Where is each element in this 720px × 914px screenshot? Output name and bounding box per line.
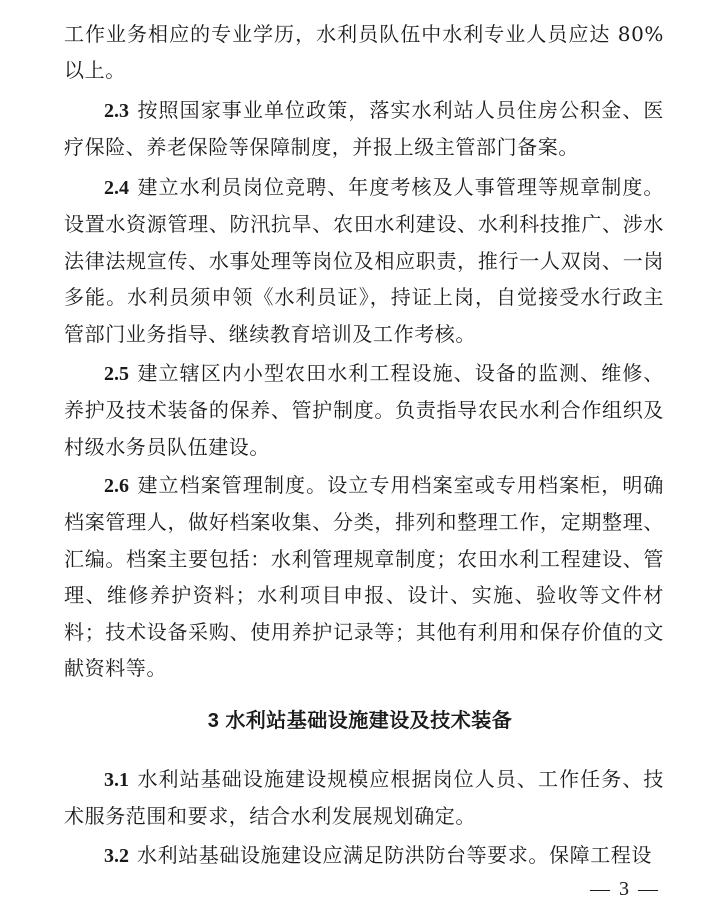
section-heading bbox=[0, 702, 720, 739]
page-number: — 3 — bbox=[590, 878, 660, 900]
paragraph-2-3 bbox=[64, 92, 664, 166]
paragraph-text: 按照国家事业单位政策，落实水利站人员住房公积金、医疗保险、养老保险等保障制度，并报上级主管部门备案。 bbox=[64, 98, 664, 160]
paragraph-continuation bbox=[64, 16, 664, 89]
paragraph-2-4 bbox=[64, 169, 664, 352]
paragraph-3-2 bbox=[64, 837, 664, 874]
clause-number: 3.1 bbox=[104, 769, 129, 791]
paragraph-text: 工作业务相应的专业学历，水利员队伍中水利专业人员应达 80%以上。 bbox=[64, 22, 664, 83]
clause-number: 2.5 bbox=[104, 363, 129, 385]
paragraph-2-5 bbox=[64, 355, 664, 465]
clause-number: 2.4 bbox=[104, 177, 129, 199]
section-number: 3 bbox=[207, 710, 220, 732]
paragraph-text: 水利站基础设施建设规模应根据岗位人员、工作任务、技术服务范围和要求，结合水利发展规划确定。 bbox=[64, 767, 664, 829]
clause-number: 3.2 bbox=[104, 845, 129, 867]
paragraph-text: 水利站基础设施建设应满足防洪防台等要求。保障工程设 bbox=[137, 843, 652, 867]
paragraph-text: 建立档案管理制度。设立专用档案室或专用档案柜，明确档案管理人，做好档案收集、分类，排列和整理工作，定期整理、汇编。档案主要包括：水利管理规章制度；农田水利工程建设、管理、维修养护资料；水利项目申报、设计、实施、验收等文件材料；技术设备采购、使用养护记录等；其他有利用和保存价值的文献资料等。 bbox=[64, 473, 664, 681]
section-title-text: 水利站基础设施建设及技术装备 bbox=[225, 708, 513, 732]
clause-number: 2.3 bbox=[104, 100, 129, 122]
clause-number: 2.6 bbox=[104, 475, 129, 497]
paragraph-text: 建立水利员岗位竞聘、年度考核及人事管理等规章制度。设置水资源管理、防汛抗旱、农田水利建设、水利科技推广、涉水法律法规宣传、水事处理等岗位及相应职责，推行一人双岗、一岗多能。水利员须申领《水利员证》，持证上岗，自觉接受水行政主管部门业务指导、继续教育培训及工作考核。 bbox=[64, 175, 664, 346]
paragraph-3-1 bbox=[64, 761, 664, 835]
paragraph-2-6 bbox=[64, 467, 664, 686]
paragraph-text: 建立辖区内小型农田水利工程设施、设备的监测、维修、养护及技术装备的保养、管护制度。负责指导农民水利合作组织及村级水务员队伍建设。 bbox=[64, 361, 664, 459]
